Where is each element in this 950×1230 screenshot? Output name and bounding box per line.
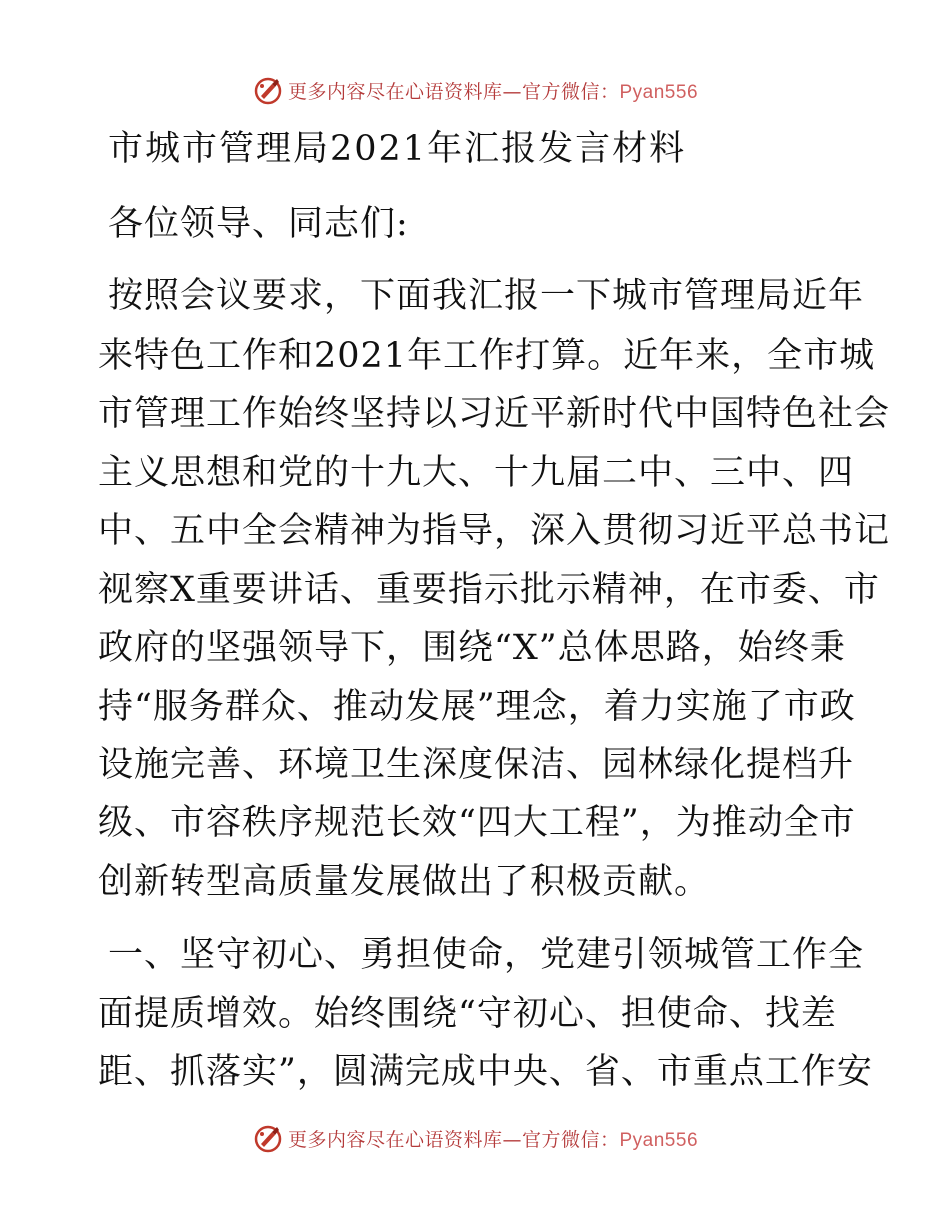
logo-icon <box>252 74 284 106</box>
watermark-text: 更多内容尽在心语资料库—官方微信：Pyan556 <box>287 80 699 103</box>
paragraph-line: 中、五中全会精神为指导，深入贯彻习近平总书记 <box>98 511 891 551</box>
document-title: 市城市管理局2021年汇报发言材料 <box>108 129 687 169</box>
paragraph-line: 政府的坚强领导下，围绕“X”总体思路，始终秉 <box>98 628 846 668</box>
watermark-footer <box>0 1122 950 1154</box>
paragraph-line: 来特色工作和2021年工作打算。近年来，全市城 <box>98 336 876 376</box>
paragraph-line: 按照会议要求，下面我汇报一下城市管理局近年 <box>108 276 865 316</box>
paragraph-line: 创新转型高质量发展做出了积极贡献。 <box>98 862 711 902</box>
wechat-id: Pyan556 <box>619 81 699 103</box>
paragraph-line: 面提质增效。始终围绕“守初心、担使命、找差 <box>98 994 837 1034</box>
watermark-header <box>0 74 950 106</box>
paragraph-line: 市管理工作始终坚持以习近平新时代中国特色社会 <box>98 394 891 434</box>
salutation: 各位领导、同志们: <box>108 204 409 244</box>
paragraph-line: 距、抓落实”，圆满完成中央、省、市重点工作安 <box>98 1052 873 1092</box>
paragraph-line: 级、市容秩序规范长效“四大工程”，为推动全市 <box>98 803 856 843</box>
watermark-text: 更多内容尽在心语资料库—官方微信：Pyan556 <box>287 1128 699 1151</box>
wechat-id: Pyan556 <box>619 1129 699 1151</box>
paragraph-line: 设施完善、环境卫生深度保洁、园林绿化提档升 <box>98 745 855 785</box>
paragraph-line: 持“服务群众、推动发展”理念，着力实施了市政 <box>98 687 856 727</box>
paragraph-line: 视察X重要讲话、重要指示批示精神，在市委、市 <box>98 570 880 610</box>
logo-icon <box>252 1122 284 1154</box>
paragraph-line: 一、坚守初心、勇担使命，党建引领城管工作全 <box>108 935 865 975</box>
paragraph-line: 主义思想和党的十九大、十九届二中、三中、四 <box>98 453 855 493</box>
